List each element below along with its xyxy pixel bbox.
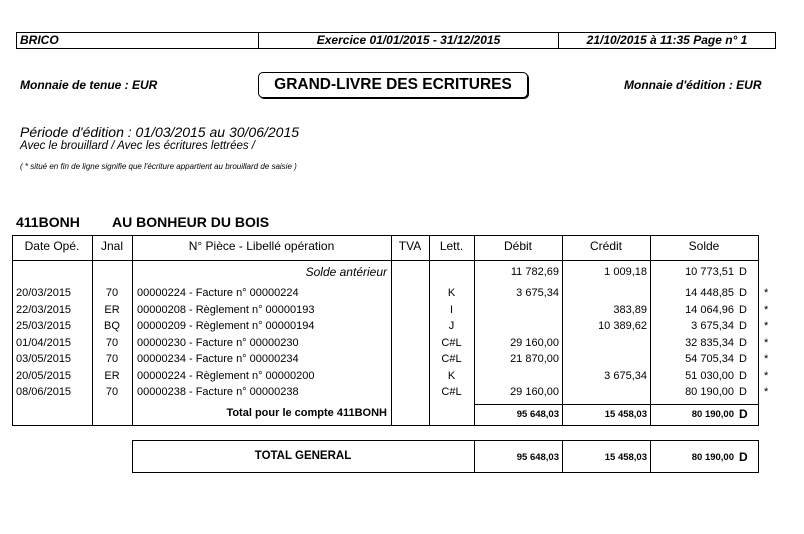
- solde-anterieur-sens: D: [739, 266, 747, 278]
- row-jnal: 70: [105, 287, 119, 299]
- row-debit: 29 160,00: [510, 386, 559, 398]
- col-tva: TVA: [398, 239, 422, 253]
- row-libelle: 00000209 - Règlement n° 00000194: [137, 320, 315, 332]
- options-line: Avec le brouillard / Avec les écritures lettrées /: [20, 140, 256, 152]
- account-total-debit: 95 648,03: [516, 409, 559, 420]
- col-date: Date Opé.: [24, 239, 80, 253]
- row-star: *: [764, 353, 769, 365]
- row-date: 01/04/2015: [16, 337, 72, 349]
- company-name: BRICO: [17, 33, 259, 48]
- table-row: [0, 287, 804, 304]
- row-credit: 3 675,34: [604, 370, 647, 382]
- row-solde: 80 190,00: [685, 386, 734, 398]
- periode-edition: Période d'édition : 01/03/2015 au 30/06/2015: [20, 124, 300, 140]
- row-sens: D: [739, 287, 747, 299]
- row-jnal: ER: [104, 304, 120, 316]
- row-lett: C#L: [441, 386, 462, 398]
- row-date: 08/06/2015: [16, 386, 72, 398]
- exercice-period: Exercice 01/01/2015 - 31/12/2015: [259, 33, 559, 48]
- row-solde: 14 064,96: [685, 304, 734, 316]
- row-jnal: 70: [105, 337, 119, 349]
- row-star: *: [764, 337, 769, 349]
- row-jnal: ER: [104, 370, 120, 382]
- monnaie-edition: Monnaie d'édition : EUR: [624, 78, 762, 92]
- row-sens: D: [739, 353, 747, 365]
- row-lett: I: [449, 304, 454, 316]
- row-date: 20/05/2015: [16, 370, 72, 382]
- row-sens: D: [739, 304, 747, 316]
- col-solde: Solde: [688, 239, 720, 253]
- row-solde: 51 030,00: [685, 370, 734, 382]
- row-star: *: [764, 287, 769, 299]
- row-sens: D: [739, 320, 747, 332]
- row-date: 03/05/2015: [16, 353, 72, 365]
- table-row: [0, 370, 804, 387]
- row-sens: D: [739, 337, 747, 349]
- account-total-credit: 15 458,03: [604, 409, 647, 420]
- row-date: 25/03/2015: [16, 320, 72, 332]
- row-libelle: 00000224 - Règlement n° 00000200: [137, 370, 315, 382]
- row-date: 22/03/2015: [16, 304, 72, 316]
- row-libelle: 00000238 - Facture n° 00000238: [137, 386, 299, 398]
- row-star: *: [764, 370, 769, 382]
- solde-anterieur-label: Solde antérieur: [305, 265, 387, 279]
- total-general-debit: 95 648,03: [516, 452, 559, 463]
- row-star: *: [764, 386, 769, 398]
- row-libelle: 00000230 - Facture n° 00000230: [137, 337, 299, 349]
- row-debit: 21 870,00: [510, 353, 559, 365]
- row-sens: D: [739, 386, 747, 398]
- col-libelle: N° Pièce - Libellé opération: [188, 239, 335, 253]
- row-libelle: 00000208 - Règlement n° 00000193: [137, 304, 315, 316]
- account-code: 411BONH: [16, 214, 80, 230]
- report-title: GRAND-LIVRE DES ECRITURES: [258, 72, 528, 98]
- row-debit: 29 160,00: [510, 337, 559, 349]
- account-total-label: Total pour le compte 411BONH: [226, 407, 387, 419]
- row-date: 20/03/2015: [16, 287, 72, 299]
- table-row: [0, 337, 804, 354]
- table-row: [0, 386, 804, 403]
- row-libelle: 00000234 - Facture n° 00000234: [137, 353, 299, 365]
- brouillard-note: ( * situé en fin de ligne signifie que l'écriture appartient au brouillard de saisie ): [20, 162, 297, 171]
- solde-anterieur-debit: 11 782,69: [510, 266, 559, 278]
- row-lett: J: [448, 320, 455, 332]
- total-general-credit: 15 458,03: [604, 452, 647, 463]
- row-libelle: 00000224 - Facture n° 00000224: [137, 287, 299, 299]
- row-solde: 32 835,34: [685, 337, 734, 349]
- row-star: *: [764, 304, 769, 316]
- account-total-sens: D: [739, 407, 748, 421]
- row-solde: 14 448,85: [685, 287, 734, 299]
- row-credit: 383,89: [613, 304, 647, 316]
- row-jnal: 70: [105, 353, 119, 365]
- table-row: [0, 353, 804, 370]
- print-date-page: 21/10/2015 à 11:35 Page n° 1: [586, 33, 748, 47]
- table-row: [0, 304, 804, 321]
- col-jnal: Jnal: [100, 239, 123, 253]
- row-sens: D: [739, 370, 747, 382]
- col-credit: Crédit: [589, 239, 622, 253]
- monnaie-tenue: Monnaie de tenue : EUR: [20, 78, 158, 92]
- total-general-solde: 80 190,00: [691, 452, 734, 463]
- col-debit: Débit: [503, 239, 532, 253]
- solde-anterieur-credit: 1 009,18: [604, 266, 647, 278]
- row-lett: C#L: [441, 337, 462, 349]
- total-general-label: TOTAL GENERAL: [254, 450, 352, 462]
- row-jnal: BQ: [104, 320, 120, 332]
- row-solde: 54 705,34: [685, 353, 734, 365]
- table-row: [0, 320, 804, 337]
- row-lett: K: [447, 287, 456, 299]
- total-general-sens: D: [739, 450, 748, 464]
- row-lett: C#L: [441, 353, 462, 365]
- row-lett: K: [447, 370, 456, 382]
- col-lett: Lett.: [439, 239, 464, 253]
- row-star: *: [764, 320, 769, 332]
- account-name: AU BONHEUR DU BOIS: [112, 214, 270, 230]
- solde-anterieur-solde: 10 773,51: [685, 266, 734, 278]
- report-header: [16, 32, 776, 49]
- row-debit: 3 675,34: [516, 287, 559, 299]
- row-jnal: 70: [105, 386, 119, 398]
- account-total-solde: 80 190,00: [691, 409, 734, 420]
- row-credit: 10 389,62: [598, 320, 647, 332]
- row-solde: 3 675,34: [691, 320, 734, 332]
